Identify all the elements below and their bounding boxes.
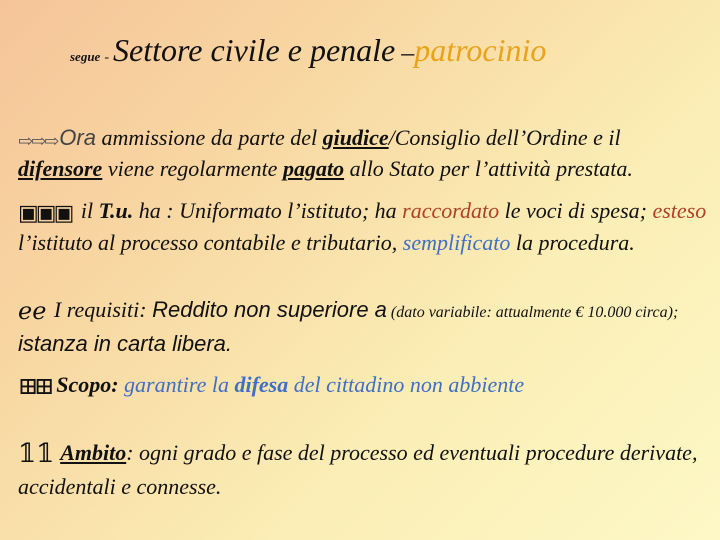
paragraph-requisiti [18,295,708,359]
p2-tu: T.u. [98,198,134,223]
p5-ambito: Ambito [60,440,127,465]
paragraph-tu [18,196,708,259]
p5-text-1: : ogni grado e fase del processo ed eventuali procedure derivate, accidentali e connesse. [18,440,698,499]
p3-reddito: Reddito non superiore a [152,297,387,322]
p2-text-3: ; ha [361,198,403,223]
p2-raccordato: raccordato [402,198,500,223]
slide-title [70,32,546,69]
p2-text-4: le voci di spesa; [499,198,653,223]
p4-difesa: difesa [234,372,289,397]
p4-text-1: garantire la [118,372,235,397]
title-patrocinio: patrocinio [414,32,547,68]
e-icon: ℯℯ [18,299,47,325]
p3-text-1: I requisiti: [48,297,153,322]
title-dash-small: - [104,50,110,65]
p3-istanza: istanza in carta libera. [18,331,232,357]
p1-ora: Ora [59,125,96,150]
p4-text-2: del cittadino non abbiente [288,372,525,397]
one-icon: 𝟙𝟙 [18,439,55,468]
plus-box-icon: ⊞⊞ [18,374,51,400]
p2-text-5: l’istituto al processo contabile e tributario, [18,230,403,256]
paragraph-ammissione [18,123,708,184]
p4-scopo: Scopo: [56,372,119,397]
paragraph-ambito [18,436,708,502]
p2-text-1: il [75,198,99,223]
p2-semplificato: semplificato [402,230,511,256]
p1-difensore: difensore [18,155,103,181]
p2-text-6: la procedura. [510,230,635,256]
p1-giudice: giudice [322,125,389,150]
p1-text-2: /Consiglio dell’Ordine e il [388,125,621,150]
title-dash: – [401,38,415,67]
p1-text-4: allo Stato per l’attività prestata. [344,155,633,181]
p1-pagato: pagato [282,155,345,181]
p1-text-1: ammissione da parte del [95,125,323,150]
p2-text-2: ha : [133,198,180,223]
paragraph-scopo [18,370,708,404]
p2-esteso: esteso [652,198,707,223]
p2-uniformato: Uniformato l’istituto [179,198,362,223]
p1-text-3: viene regolarmente [102,155,283,181]
title-main: Settore civile e penale [113,32,396,68]
checkbox-icon: ▣▣▣ [18,200,72,225]
arrow-icon: ⇨⇨⇨ [18,131,58,151]
title-segue: segue [70,49,101,64]
p3-small: (dato variabile: attualmente € 10.000 circa); [386,304,679,321]
